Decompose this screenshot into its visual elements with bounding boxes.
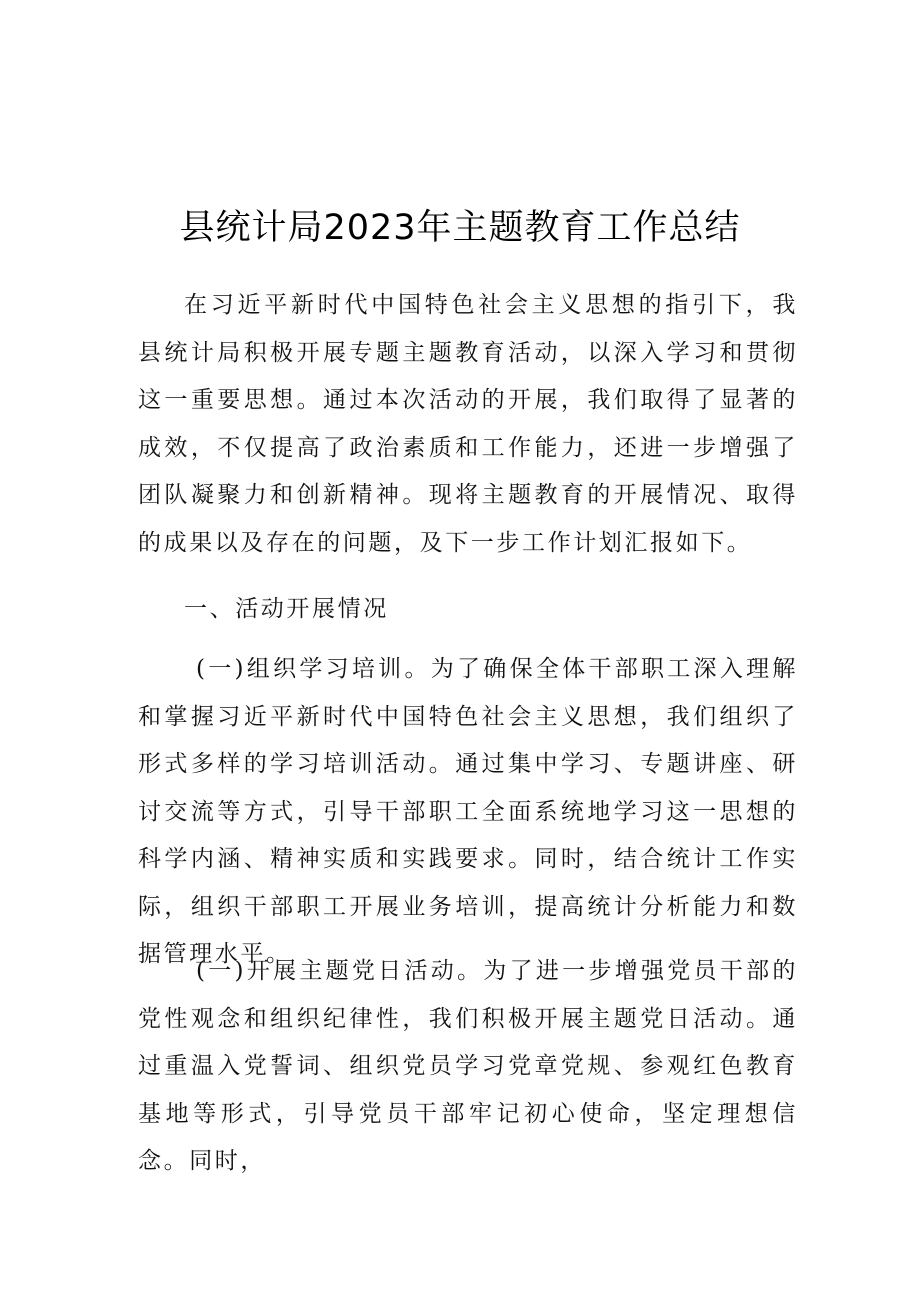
intro-paragraph: 在习近平新时代中国特色社会主义思想的指引下，我县统计局积极开展专题主题教育活动，以深入学习和贯彻这一重要思想。通过本次活动的开展，我们取得了显著的成效，不仅提高了政治素质和工作能力，还进一步增强了团队凝聚力和创新精神。现将主题教育的开展情况、取得的成果以及存在的问题，及下一步工作计划汇报如下。 — [138, 292, 798, 556]
section-heading: 一、活动开展情况 — [184, 596, 389, 622]
subsection-paragraph-party-day: (一)开展主题党日活动。为了进一步增强党员干部的党性观念和组织纪律性，我们积极开展主题党日活动。通过重温入党誓词、组织党员学习党章党规、参观红色教育基地等形式，引导党员干部牢记初心使命，坚定理想信念。同时， — [138, 958, 798, 1174]
subsection-paragraph-study-training: (一)组织学习培训。为了确保全体干部职工深入理解和掌握习近平新时代中国特色社会主义思想，我们组织了形式多样的学习培训活动。通过集中学习、专题讲座、研讨交流等方式，引导干部职工全面系统地学习这一思想的科学内涵、精神实质和实践要求。同时，结合统计工作实际，组织干部职工开展业务培训，提高统计分析能力和数据管理水平。 — [138, 656, 798, 967]
document-title: 县统计局2023年主题教育工作总结 — [179, 208, 741, 248]
